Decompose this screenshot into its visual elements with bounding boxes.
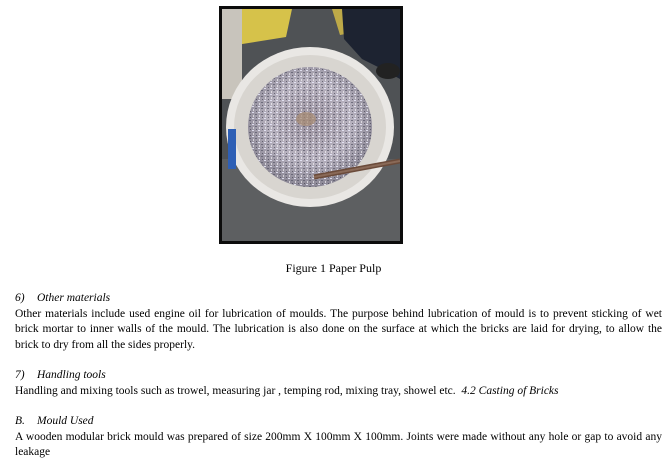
section-title: Mould Used <box>37 415 94 427</box>
section-title: Handling tools <box>37 369 106 381</box>
paragraph-text: Handling and mixing tools such as trowel, measuring jar , temping rod, mixing tray, showel etc. <box>15 384 456 397</box>
section-mould-used <box>15 414 662 461</box>
section-heading <box>15 291 662 307</box>
section-number: 6) <box>15 292 25 304</box>
section-other-materials <box>15 291 662 353</box>
section-paragraph: Other materials include used engine oil for lubrication of moulds. The purpose behind lubrication of mould is to prevent sticking of wet brick mortar to inner walls of the mould. The lubrication is also done on the surface at which the bricks are laid for drying, to allow the brick to dry from all the sides properly. <box>15 307 662 351</box>
section-paragraph <box>15 384 662 400</box>
section-number: B. <box>15 415 25 427</box>
figure-caption: Figure 1 Paper Pulp <box>285 261 382 275</box>
section-handling-tools <box>15 368 662 399</box>
section-title: Other materials <box>37 292 111 304</box>
section-number: 7) <box>15 369 25 381</box>
section-paragraph: A wooden modular brick mould was prepared of size 200mm X 100mm X 100mm. Joints were made without any hole or gap to avoid any leakage <box>15 430 662 458</box>
section-heading <box>15 368 662 384</box>
paper-pulp-photo <box>219 6 403 244</box>
section-heading <box>15 414 662 430</box>
inline-heading: 4.2 Casting of Bricks <box>461 384 559 397</box>
paper-pulp-bucket-image <box>222 9 400 241</box>
